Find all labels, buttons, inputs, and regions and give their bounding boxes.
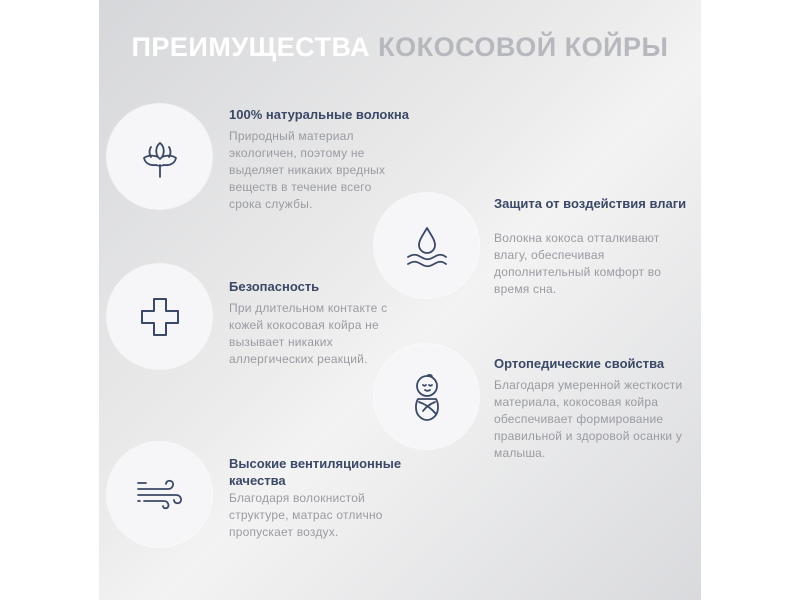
wind-icon: [134, 475, 186, 515]
item-title: Ортопедические свойства: [494, 356, 665, 371]
item-icon-circle: [107, 442, 212, 547]
page-title: [99, 32, 701, 63]
item-title: Безопасность: [229, 279, 320, 294]
plus-cross-icon: [138, 295, 182, 339]
item-icon-circle: [374, 344, 479, 449]
title-part-1: ПРЕИМУЩЕСТВА: [131, 32, 371, 62]
item-icon-circle: [107, 104, 212, 209]
item-description: Природный материал экологичен, поэтому не выделяет никаких вредных веществ в течение всего срока службы.: [229, 129, 386, 211]
cotton-icon: [137, 133, 183, 181]
water-drop-icon: [403, 222, 451, 270]
item-description: Благодаря волокнистой структуре, матрас отлично пропускает воздух.: [229, 491, 383, 539]
item-description: Благодаря умеренной жесткости материала, кокосовая койра обеспечивает формирование правильной и здоровой осанки у малыша.: [494, 378, 683, 460]
infographic-panel: [99, 0, 701, 600]
baby-icon: [404, 371, 450, 423]
item-title: Защита от воздействия влаги: [494, 196, 687, 211]
item-title: Высокие вентиляционные качества: [229, 456, 402, 488]
item-description: При длительном контакте с кожей кокосовая койра не вызывает никаких аллергических реакций.: [229, 301, 388, 366]
item-icon-circle: [107, 264, 212, 369]
item-description: Волокна кокоса отталкивают влагу, обеспечивая дополнительный комфорт во время сна.: [494, 231, 662, 296]
title-part-2: КОКОСОВОЙ КОЙРЫ: [378, 32, 669, 62]
item-title: 100% натуральные волокна: [229, 107, 409, 122]
